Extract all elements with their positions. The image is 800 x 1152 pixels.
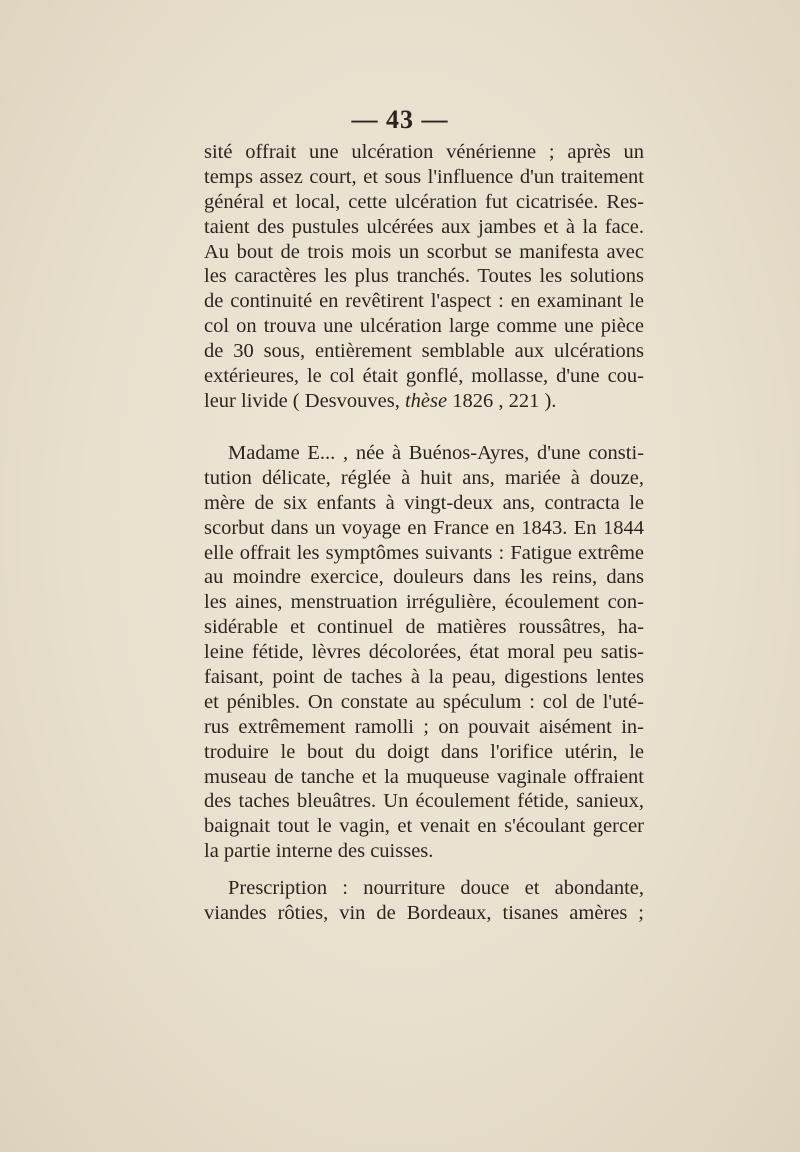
text-line: mère de six enfants à vingt-deux ans, contracta le [204, 491, 644, 514]
citation-italic: thèse [404, 389, 448, 412]
text-line: leine fétide, lèvres décolorées, état moral peu satis- [204, 641, 644, 664]
text-line: elle offrait les symptômes suivants : Fatigue extrême [204, 541, 644, 564]
text-line: Madame E... , née à Buénos-Ayres, d'une consti- [228, 442, 644, 464]
text-line: tution délicate, réglée à huit ans, mariée à douze, [204, 466, 644, 489]
text-line: Au bout de trois mois un scorbut se manifesta avec [204, 240, 644, 263]
text-line-citation [204, 389, 644, 414]
text-line: extérieures, le col était gonflé, mollasse, d'une cou- [204, 365, 644, 388]
text-line: baignait tout le vagin, et venait en s'écoulant gercer [204, 815, 644, 838]
text-line: au moindre exercice, douleurs dans les reins, dans [204, 566, 644, 589]
text-line: les aines, menstruation irrégulière, écoulement con- [204, 591, 644, 614]
paragraph-3 [204, 876, 644, 926]
text-line: des taches bleuâtres. Un écoulement fétide, sanieux, [204, 790, 644, 813]
text-line: de 30 sous, entièrement semblable aux ulcérations [204, 340, 644, 363]
text-line: troduire le bout du doigt dans l'orifice utérin, le [204, 740, 644, 763]
text-line: Prescription : nourriture douce et abondante, [228, 877, 644, 899]
citation-text: leur livide ( Desvouves, [204, 389, 405, 412]
text-line: taient des pustules ulcérées aux jambes et à la face. [204, 215, 644, 238]
text-line: viandes rôties, vin de Bordeaux, tisanes amères ; [204, 901, 644, 924]
text-line: rus extrêmement ramolli ; on pouvait aisément in- [204, 715, 644, 738]
text-line: et pénibles. On constate au spéculum : col de l'uté- [204, 690, 644, 713]
page-number: — 43 — [351, 105, 449, 134]
paragraph-1 [204, 140, 644, 414]
text-line: sidérable et continuel de matières roussâtres, ha- [204, 616, 644, 639]
text-line: de continuité en revêtirent l'aspect : en examinant le [204, 290, 644, 313]
text-line: la partie interne des cuisses. [204, 840, 434, 863]
text-line: général et local, cette ulcération fut cicatrisée. Res- [204, 190, 644, 213]
text-line: scorbut dans un voyage en France en 1843. En 1844 [204, 516, 644, 539]
paragraph-2 [204, 441, 644, 864]
text-line: sité offrait une ulcération vénérienne ; après un [204, 141, 644, 163]
text-line: temps assez court, et sous l'influence d'un traitement [204, 165, 644, 188]
text-line: museau de tanche et la muqueuse vaginale offraient [204, 765, 644, 788]
text-line: faisant, point de taches à la peau, digestions lentes [204, 666, 644, 689]
text-line: col on trouva une ulcération large comme une pièce [204, 315, 644, 338]
citation-ref: 1826 , 221 ). [447, 389, 557, 412]
text-line: les caractères les plus tranchés. Toutes les solutions [204, 265, 644, 288]
